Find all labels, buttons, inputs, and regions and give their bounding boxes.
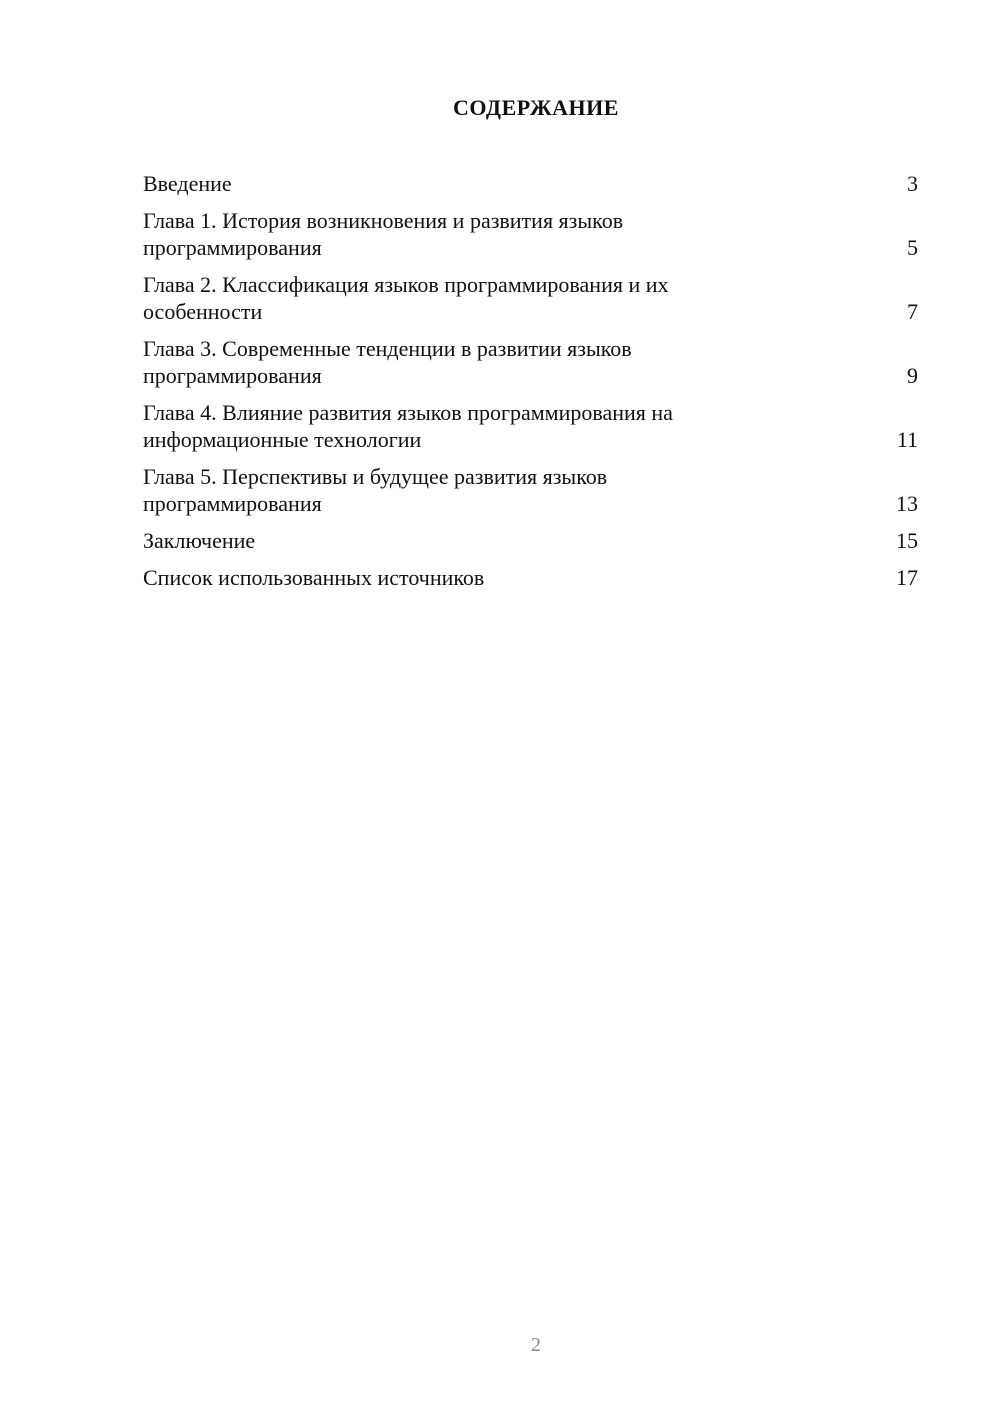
toc-entry xyxy=(143,399,918,453)
toc-entry-page: 17 xyxy=(896,565,918,590)
toc-entry-line: программирования xyxy=(143,235,322,260)
toc-entry-line: Введение xyxy=(143,171,232,196)
toc-entry-page: 15 xyxy=(896,528,918,553)
toc-entry-text xyxy=(143,463,763,517)
toc-entry-page: 5 xyxy=(907,235,918,260)
toc-entry-line: Глава 3. Современные тенденции в развитии языков xyxy=(143,336,632,361)
toc-entry xyxy=(143,207,918,261)
toc-entry-line: программирования xyxy=(143,363,322,388)
toc-entry-line: информационные технологии xyxy=(143,427,422,452)
toc-entry-line: Глава 5. Перспективы и будущее развития языков xyxy=(143,464,608,489)
toc-entry xyxy=(143,170,918,197)
toc-entry xyxy=(143,335,918,389)
toc-entry-text xyxy=(143,271,763,325)
toc-entry xyxy=(143,527,918,554)
toc-entry-page: 11 xyxy=(896,427,918,452)
toc-entry-line: Глава 4. Влияние развития языков программирования на xyxy=(143,400,673,425)
table-of-contents xyxy=(143,170,918,601)
toc-entry-text xyxy=(143,170,763,197)
toc-entry-text xyxy=(143,564,763,591)
toc-entry-line: Список использованных источников xyxy=(143,565,485,590)
toc-entry xyxy=(143,564,918,591)
toc-entry xyxy=(143,463,918,517)
toc-entry-page: 13 xyxy=(896,491,918,516)
toc-entry-text xyxy=(143,527,763,554)
toc-entry xyxy=(143,271,918,325)
page-number: 2 xyxy=(531,1334,541,1356)
toc-entry-line: Заключение xyxy=(143,528,256,553)
toc-entry-page: 9 xyxy=(907,363,918,388)
toc-entry-line: программирования xyxy=(143,491,322,516)
toc-entry-text xyxy=(143,207,763,261)
toc-entry-text xyxy=(143,335,763,389)
toc-entry-line: особенности xyxy=(143,299,263,324)
page-title: СОДЕРЖАНИЕ xyxy=(453,95,619,120)
toc-entry-text xyxy=(143,399,763,453)
toc-entry-line: Глава 1. История возникновения и развития языков xyxy=(143,208,624,233)
toc-entry-page: 3 xyxy=(907,171,918,196)
toc-entry-page: 7 xyxy=(907,299,918,324)
toc-entry-line: Глава 2. Классификация языков программирования и их xyxy=(143,272,669,297)
